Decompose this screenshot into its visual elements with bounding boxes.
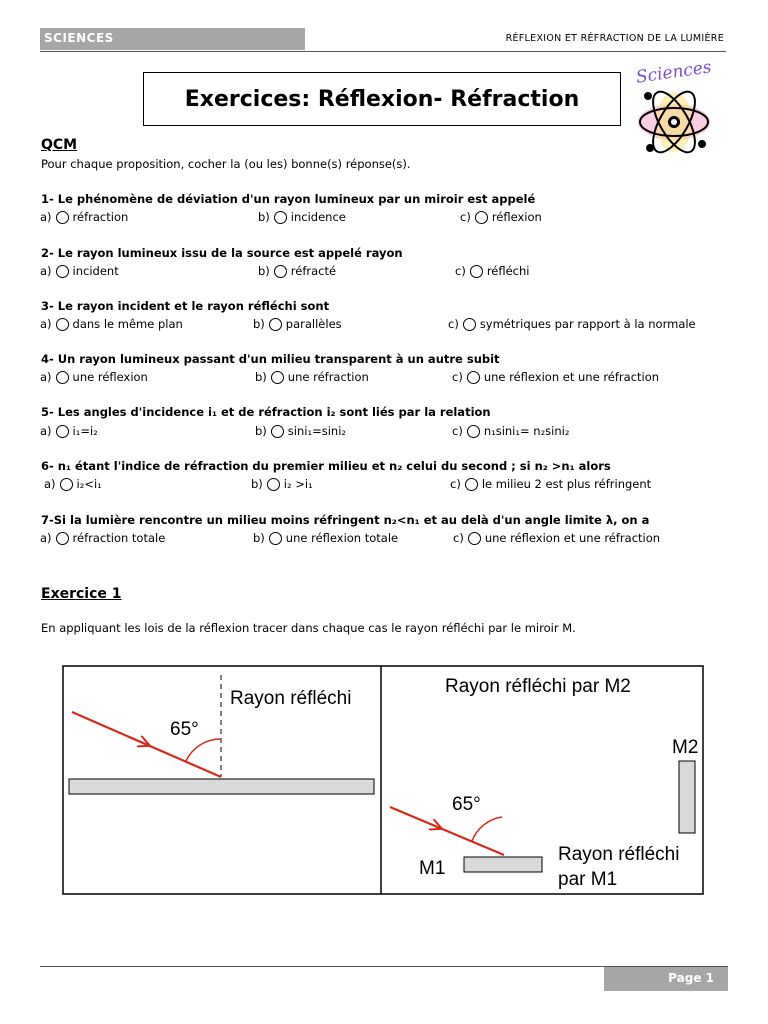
q5-option-c[interactable]: c) n₁sini₁= n₂sini₂ bbox=[452, 424, 570, 438]
question-6: 6- n₁ étant l'indice de réfraction du premier milieu et n₂ celui du second ; si n₂ >n₁ alors bbox=[41, 459, 611, 473]
q7-option-a[interactable]: a) réfraction totale bbox=[40, 531, 166, 545]
checkbox-circle-icon[interactable] bbox=[56, 318, 69, 331]
reflection-diagram bbox=[62, 665, 704, 895]
checkbox-circle-icon[interactable] bbox=[60, 478, 73, 491]
mirror-m2-label: M2 bbox=[672, 737, 699, 758]
reflected-ray-label-left: Rayon réfléchi bbox=[230, 688, 352, 709]
checkbox-circle-icon[interactable] bbox=[56, 211, 69, 224]
question-7: 7-Si la lumière rencontre un milieu moins réfringent n₂<n₁ et au delà d'un angle limite λ, on a bbox=[41, 513, 650, 527]
question-5: 5- Les angles d'incidence i₁ et de réfraction i₂ sont liés par la relation bbox=[41, 405, 491, 419]
checkbox-circle-icon[interactable] bbox=[56, 265, 69, 278]
q3-option-b[interactable]: b) parallèles bbox=[253, 317, 342, 331]
q6-option-a[interactable]: a) i₂<i₁ bbox=[44, 477, 102, 491]
q2-option-c[interactable]: c) réfléchi bbox=[455, 264, 530, 278]
q1-option-c[interactable]: c) réflexion bbox=[460, 210, 542, 224]
reflected-ray-label-m1-line1: Rayon réfléchi bbox=[558, 844, 680, 865]
q1-option-b[interactable]: b) incidence bbox=[258, 210, 346, 224]
checkbox-circle-icon[interactable] bbox=[463, 318, 476, 331]
q6-option-c[interactable]: c) le milieu 2 est plus réfringent bbox=[450, 477, 652, 491]
q5-option-b[interactable]: b) sini₁=sini₂ bbox=[255, 424, 346, 438]
checkbox-circle-icon[interactable] bbox=[271, 371, 284, 384]
page-number: Page 1 bbox=[668, 971, 714, 985]
page-title: Exercices: Réflexion- Réfraction bbox=[184, 86, 580, 112]
q4-option-c[interactable]: c) une réflexion et une réfraction bbox=[452, 370, 660, 384]
mirror-m2 bbox=[679, 761, 695, 833]
question-1: 1- Le phénomène de déviation d'un rayon lumineux par un miroir est appelé bbox=[41, 192, 536, 206]
checkbox-circle-icon[interactable] bbox=[56, 371, 69, 384]
checkbox-circle-icon[interactable] bbox=[465, 478, 478, 491]
checkbox-circle-icon[interactable] bbox=[475, 211, 488, 224]
qcm-instruction: Pour chaque proposition, cocher la (ou les) bonne(s) réponse(s). bbox=[41, 157, 411, 171]
q6-option-b[interactable]: b) i₂ >i₁ bbox=[251, 477, 313, 491]
q4-option-a[interactable]: a) une réflexion bbox=[40, 370, 148, 384]
logo-text: Sciences bbox=[634, 57, 713, 88]
q7-option-c[interactable]: c) une réflexion et une réfraction bbox=[453, 531, 661, 545]
q3-option-c[interactable]: c) symétriques par rapport à la normale bbox=[448, 317, 696, 331]
checkbox-circle-icon[interactable] bbox=[269, 532, 282, 545]
checkbox-circle-icon[interactable] bbox=[267, 478, 280, 491]
q2-option-a[interactable]: a) incident bbox=[40, 264, 119, 278]
header-divider bbox=[40, 51, 726, 52]
exercise-heading: Exercice 1 bbox=[41, 586, 122, 602]
atom-logo bbox=[630, 56, 720, 160]
angle-label-left: 65° bbox=[170, 719, 199, 740]
qcm-heading: QCM bbox=[41, 137, 78, 153]
checkbox-circle-icon[interactable] bbox=[467, 425, 480, 438]
reflected-ray-label-m1-line2: par M1 bbox=[558, 869, 618, 890]
question-4: 4- Un rayon lumineux passant d'un milieu transparent à un autre subit bbox=[41, 352, 500, 366]
question-2: 2- Le rayon lumineux issu de la source est appelé rayon bbox=[41, 246, 403, 260]
checkbox-circle-icon[interactable] bbox=[274, 211, 287, 224]
checkbox-circle-icon[interactable] bbox=[56, 425, 69, 438]
header-subject: SCIENCES bbox=[44, 31, 114, 45]
q7-option-b[interactable]: b) une réflexion totale bbox=[253, 531, 399, 545]
q2-option-b[interactable]: b) réfracté bbox=[258, 264, 337, 278]
angle-arc-left bbox=[186, 739, 221, 761]
q4-option-b[interactable]: b) une réfraction bbox=[255, 370, 369, 384]
angle-arc-right bbox=[472, 817, 502, 841]
checkbox-circle-icon[interactable] bbox=[467, 371, 480, 384]
checkbox-circle-icon[interactable] bbox=[269, 318, 282, 331]
mirror-m1-label: M1 bbox=[419, 858, 446, 879]
q3-option-a[interactable]: a) dans le même plan bbox=[40, 317, 183, 331]
checkbox-circle-icon[interactable] bbox=[274, 265, 287, 278]
header-chapter: RÉFLEXION ET RÉFRACTION DE LA LUMIÈRE bbox=[505, 33, 724, 44]
angle-label-right: 65° bbox=[452, 794, 481, 815]
question-3: 3- Le rayon incident et le rayon réfléchi sont bbox=[41, 299, 330, 313]
q5-option-a[interactable]: a) i₁=i₂ bbox=[40, 424, 98, 438]
checkbox-circle-icon[interactable] bbox=[468, 532, 481, 545]
checkbox-circle-icon[interactable] bbox=[470, 265, 483, 278]
checkbox-circle-icon[interactable] bbox=[56, 532, 69, 545]
reflected-ray-label-m2: Rayon réfléchi par M2 bbox=[445, 676, 631, 697]
exercise-instruction: En appliquant les lois de la réflexion tracer dans chaque cas le rayon réfléchi par le miroir M. bbox=[41, 621, 576, 635]
mirror-left bbox=[69, 779, 374, 794]
mirror-m1 bbox=[464, 857, 542, 872]
q1-option-a[interactable]: a) réfraction bbox=[40, 210, 129, 224]
title-box bbox=[143, 72, 621, 126]
checkbox-circle-icon[interactable] bbox=[271, 425, 284, 438]
